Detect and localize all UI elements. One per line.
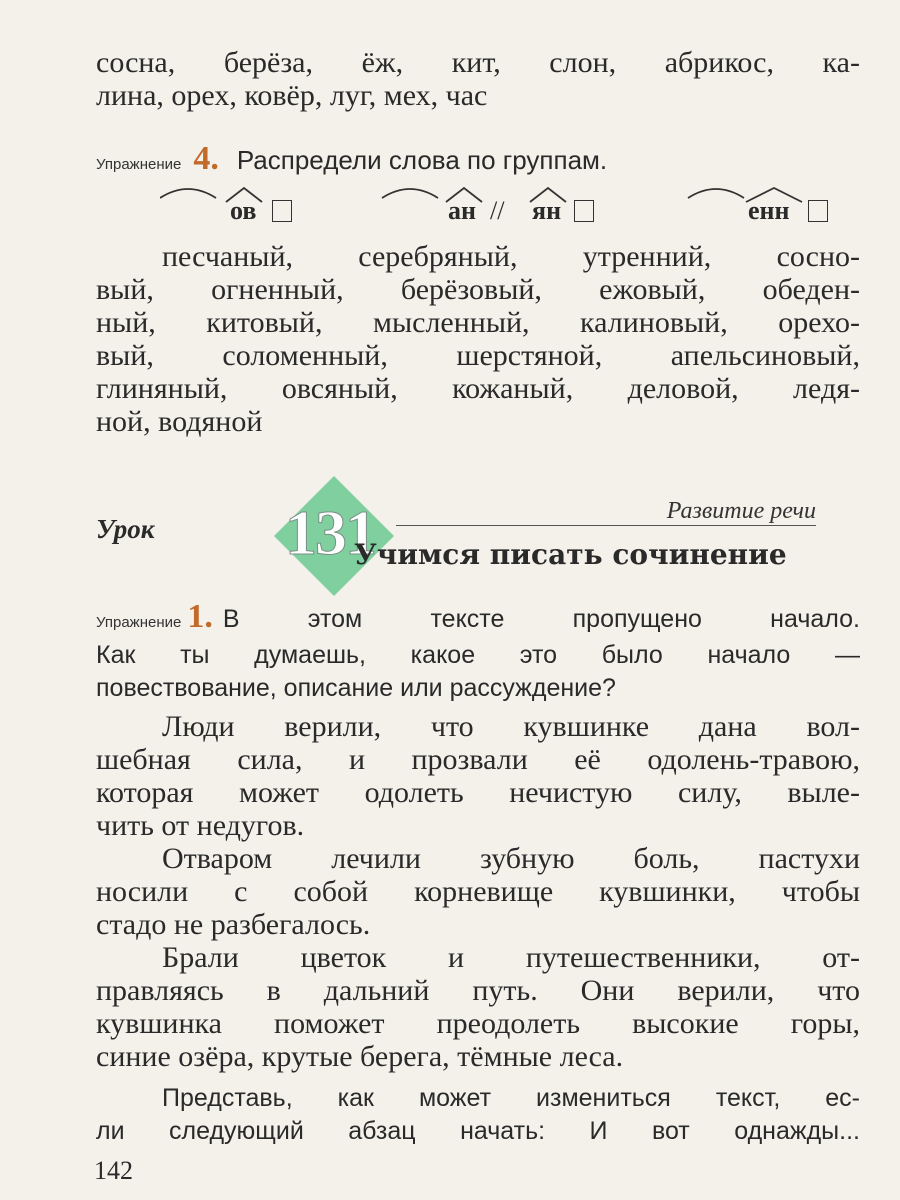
text-line: Представь, как может измениться текст, ес- bbox=[162, 1084, 860, 1112]
word-list-top bbox=[96, 46, 860, 112]
text-line: кувшинка поможет преодолеть высокие горы, bbox=[96, 1007, 860, 1040]
text-line: ли следующий абзац начать: И вот однажды... bbox=[96, 1117, 860, 1145]
lesson-header bbox=[96, 470, 816, 590]
suffix-separator: // bbox=[490, 196, 505, 225]
text-line: вый, огненный, берёзовый, ежовый, обеден- bbox=[96, 273, 860, 306]
text-line: которая может одолеть нечистую силу, выле- bbox=[96, 776, 860, 809]
text-line: вый, соломенный, шерстяной, апельсиновый, bbox=[96, 339, 860, 372]
lesson-number: 131 bbox=[285, 497, 375, 568]
text-line: носили с собой корневище кувшинки, чтобы bbox=[96, 875, 860, 908]
text-line: правляясь в дальний путь. Они верили, что bbox=[96, 974, 860, 1007]
lesson-title: Учимся писать сочинение bbox=[354, 538, 787, 571]
text-line: лина, орех, ковёр, луг, мех, час bbox=[96, 79, 488, 112]
paragraph bbox=[96, 710, 860, 842]
exercise-1-task bbox=[96, 600, 860, 705]
exercise-label: Упражнение bbox=[96, 156, 182, 173]
text-line: глиняный, овсяный, кожаный, деловой, ледя- bbox=[96, 372, 860, 405]
paragraph bbox=[96, 842, 860, 941]
suffix-schema bbox=[160, 180, 860, 230]
text-line bbox=[96, 600, 860, 639]
exercise-task-line: В этом тексте пропущено начало. bbox=[222, 605, 860, 633]
header-rule bbox=[396, 525, 816, 526]
text-line: сосна, берёза, ёж, кит, слон, абрикос, ка- bbox=[96, 46, 860, 79]
text-line: повествование, описание или рассуждение? bbox=[96, 674, 616, 702]
suffix-yan: ян bbox=[532, 196, 562, 225]
exercise-number: 4. bbox=[193, 140, 219, 177]
paragraph bbox=[96, 941, 860, 1073]
text-line: стадо не разбегалось. bbox=[96, 908, 371, 941]
exercise-1-closing bbox=[96, 1082, 860, 1148]
text-line: Как ты думаешь, какое это было начало — bbox=[96, 641, 860, 669]
text-line: чить от недугов. bbox=[96, 809, 305, 842]
exercise-4-heading bbox=[96, 140, 607, 178]
suffix-an: ан bbox=[448, 196, 476, 225]
text-line: Люди верили, что кувшинке дана вол- bbox=[162, 710, 860, 743]
suffix-ov: ов bbox=[230, 196, 257, 225]
ending-box-icon bbox=[808, 200, 828, 222]
ending-box-icon bbox=[574, 200, 594, 222]
lesson-category: Развитие речи bbox=[666, 498, 816, 524]
exercise-task: Распредели слова по группам. bbox=[236, 145, 608, 175]
lesson-prefix: Урок bbox=[96, 514, 155, 544]
text-line: песчаный, серебряный, утренний, сосно- bbox=[162, 240, 860, 273]
exercise-label: Упражнение bbox=[96, 614, 182, 631]
page-number: 142 bbox=[94, 1156, 133, 1185]
exercise-4-words bbox=[96, 240, 860, 438]
exercise-number: 1. bbox=[187, 598, 213, 635]
text-line: синие озёра, крутые берега, тёмные леса. bbox=[96, 1040, 624, 1073]
ending-box-icon bbox=[272, 200, 292, 222]
text-line: ной, водяной bbox=[96, 405, 263, 438]
suffix-enn: енн bbox=[748, 196, 790, 225]
text-line: Брали цветок и путешественники, от- bbox=[162, 941, 860, 974]
exercise-1-paragraphs bbox=[96, 710, 860, 1073]
text-line: Отваром лечили зубную боль, пастухи bbox=[162, 842, 860, 875]
text-line: ный, китовый, мысленный, калиновый, орехо- bbox=[96, 306, 860, 339]
text-line: шебная сила, и прозвали её одолень-травою, bbox=[96, 743, 860, 776]
